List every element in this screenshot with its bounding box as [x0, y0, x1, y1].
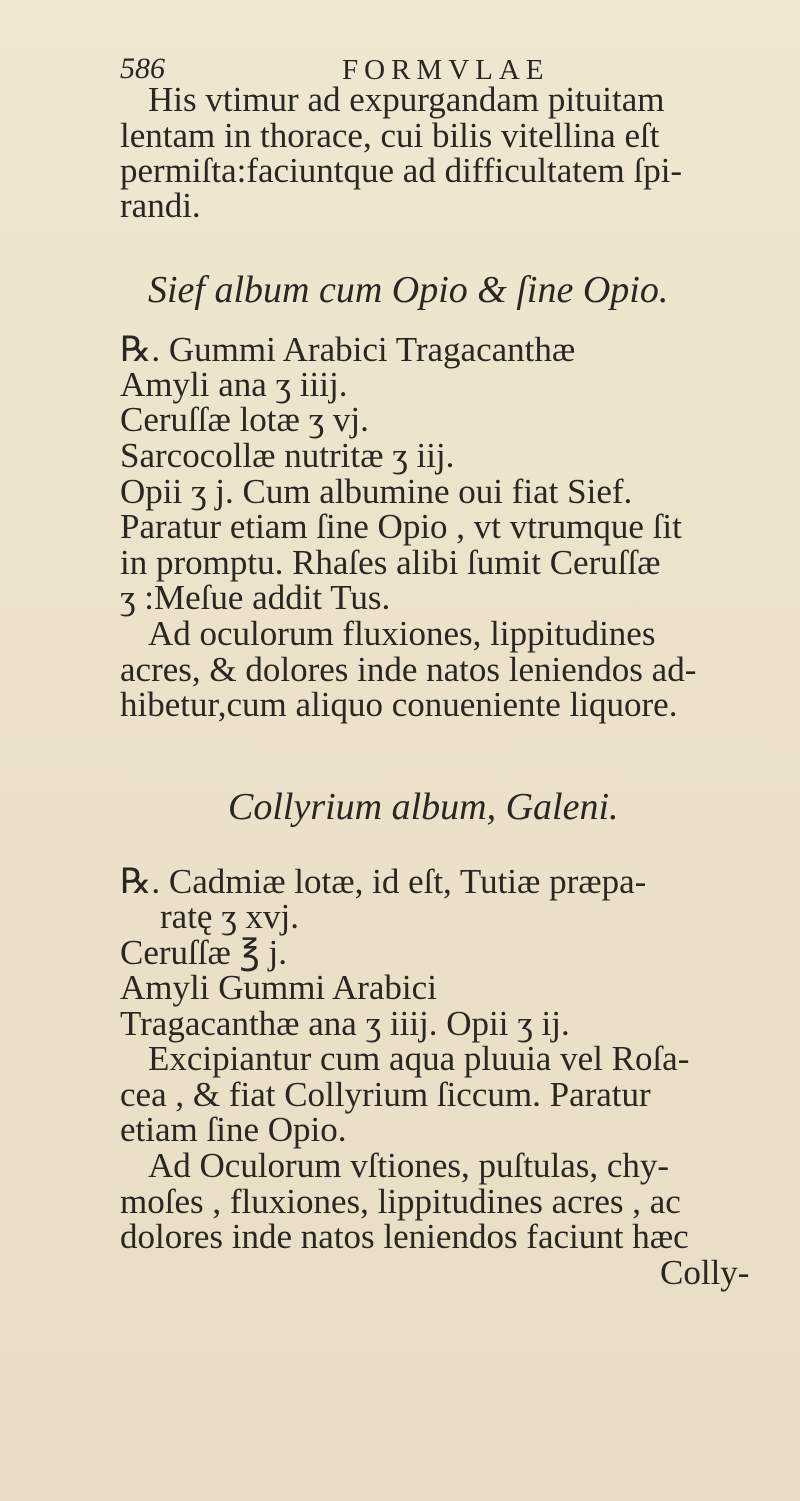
text-line: moſes , fluxiones, lippitudines acres , ac: [120, 1182, 681, 1221]
text-line: Opii ʒ j. Cum albumine oui fiat Sief.: [120, 472, 633, 511]
text-line: etiam ſine Opio.: [120, 1110, 347, 1149]
text-line: permiſta:faciuntque ad difficultatem ſpi-: [120, 151, 683, 190]
text-line: randi.: [120, 186, 201, 225]
text-line: ℞. Gummi Arabici Tragacanthæ: [120, 330, 576, 369]
text-line: Colly-: [660, 1253, 750, 1292]
text-line: Ad oculorum fluxiones, lippitudines: [148, 614, 656, 653]
text-line: ratę ʒ xvj.: [160, 897, 299, 936]
text-line: Paratur etiam ſine Opio , vt vtrumque ſit: [120, 507, 682, 546]
text-line: Ceruſſæ ℥ j.: [120, 933, 288, 972]
text-line: Amyli Gummi Arabici: [120, 968, 437, 1007]
text-line: ℞. Cadmiæ lotæ, id eſt, Tutiæ præpa-: [120, 862, 647, 901]
text-line: Tragacanthæ ana ʒ iiij. Opii ʒ ij.: [120, 1004, 570, 1043]
text-line: lentam in thorace, cui bilis vitellina eſt: [120, 116, 660, 155]
running-title: FORMVLAE: [342, 54, 550, 86]
text-line: Ad Oculorum vſtiones, puſtulas, chy-: [148, 1146, 670, 1185]
text-line: Sarcocollæ nutritæ ʒ iij.: [120, 436, 455, 475]
text-line: hibetur,cum aliquo conueniente liquore.: [120, 685, 678, 724]
text-line: cea , & fiat Collyrium ſiccum. Paratur: [120, 1075, 651, 1114]
text-line: in promptu. Rhaſes alibi ſumit Ceruſſæ: [120, 543, 661, 582]
text-line: Excipiantur cum aqua pluuia vel Roſa-: [148, 1039, 690, 1078]
text-line: Ceruſſæ lotæ ʒ vj.: [120, 400, 369, 439]
text-line: dolores inde natos leniendos faciunt hæc: [120, 1217, 689, 1256]
text-line: acres, & dolores inde natos leniendos ad-: [120, 650, 697, 689]
text-line: ʒ :Meſue addit Tus.: [120, 578, 391, 617]
section-heading: Sief album cum Opio & ſine Opio.: [148, 269, 669, 311]
page-number: 586: [120, 52, 165, 85]
section-heading: Collyrium album, Galeni.: [228, 786, 619, 828]
text-line: His vtimur ad expurgandam pituitam: [148, 80, 665, 119]
text-line: Amyli ana ʒ iiij.: [120, 365, 348, 404]
